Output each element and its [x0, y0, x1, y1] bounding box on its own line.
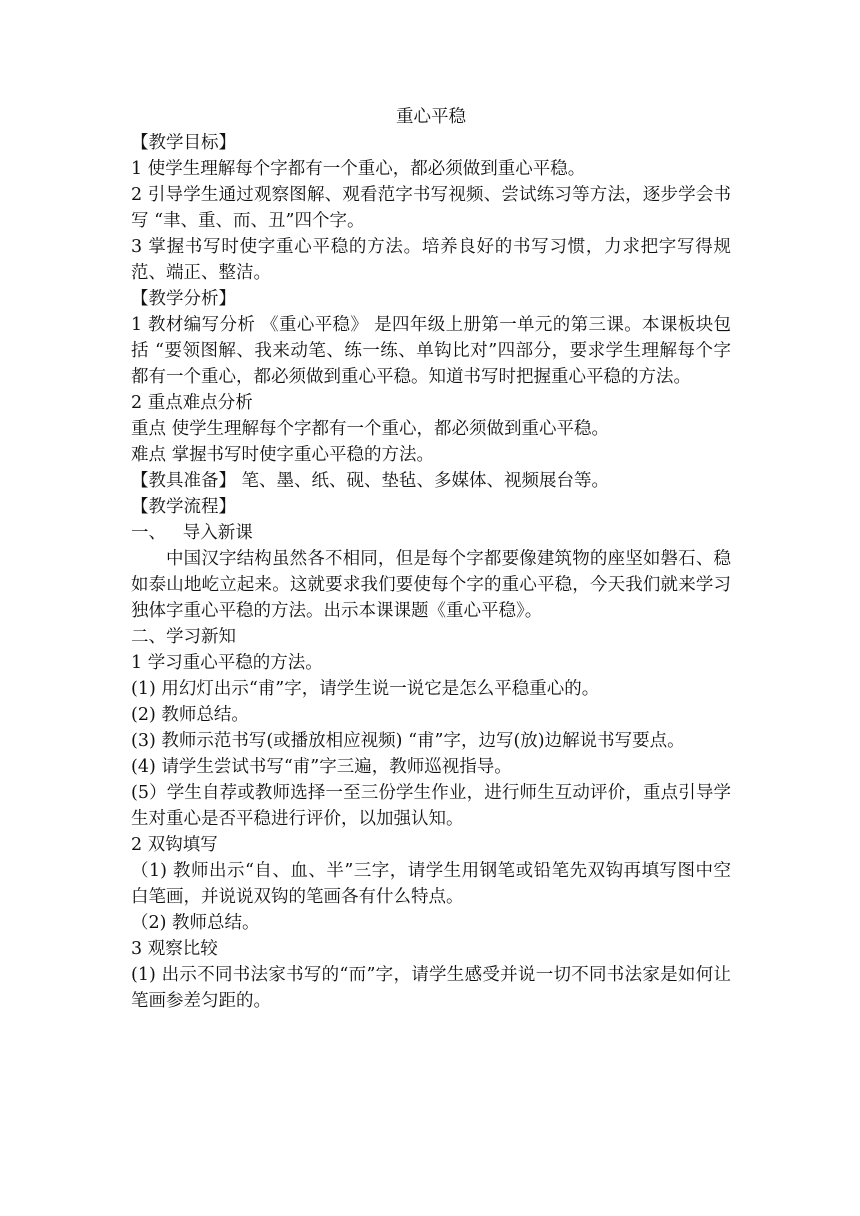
step-item: （1) 教师出示“自、血、半”三字，请学生用钢笔或铅笔先双钩再填写图中空白笔画，并说说双钩的笔画各有什么特点。: [131, 861, 731, 907]
step-heading: 一、 导入新课: [131, 523, 253, 543]
step-item: (2) 教师总结。: [131, 705, 249, 725]
analysis-item: 难点 掌握书写时使字重心平稳的方法。: [131, 445, 435, 465]
step-item: （2) 教师总结。: [131, 913, 260, 933]
step-item: 1 学习重心平稳的方法。: [131, 653, 323, 673]
tools-line: 【教具准备】 笔、墨、纸、砚、垫毡、多媒体、视频展台等。: [131, 471, 610, 491]
step-item: (1) 出示不同书法家书写的“而”字，请学生感受并说一切不同书法家是如何让笔画参差匀距的。: [131, 965, 731, 1011]
goal-item: 3 掌握书写时使字重心平稳的方法。培养良好的书写习惯，力求把字写得规范、端正、整洁。: [131, 237, 731, 283]
document-title: 重心平稳: [396, 107, 466, 127]
step-item: (5）学生自荐或教师选择一至三份学生作业，进行师生互动评价，重点引导学生对重心是否平稳进行评价，以加强认知。: [131, 783, 731, 829]
analysis-item: 重点 使学生理解每个字都有一个重心，都必须做到重心平稳。: [131, 419, 610, 439]
section-heading-process: 【教学流程】: [131, 497, 236, 517]
document-body: [131, 104, 731, 1014]
section-heading-goals: 【教学目标】: [131, 133, 236, 153]
step-body: 中国汉字结构虽然各不相同，但是每个字都要像建筑物的座坚如磐石、稳如泰山地屹立起来。这就要求我们要使每个字的重心平稳，今天我们就来学习独体字重心平稳的方法。出示本课课题《重心平稳》。: [131, 549, 731, 621]
step-item: (1) 用幻灯出示“甫”字，请学生说一说它是怎么平稳重心的。: [131, 679, 600, 699]
section-heading-analysis: 【教学分析】: [131, 289, 236, 309]
analysis-item: 2 重点难点分析: [131, 393, 253, 413]
step-item: 3 观察比较: [131, 939, 218, 959]
analysis-item: 1 教材编写分析 《重心平稳》 是四年级上册第一单元的第三课。本课板块包括 “要领图解、我来动笔、练一练、单钩比对”四部分，要求学生理解每个字都有一个重心，都必须做到重心平稳。知道书写时把握重心平稳的方法。: [131, 315, 731, 387]
goal-item: 1 使学生理解每个字都有一个重心，都必须做到重心平稳。: [131, 159, 586, 179]
step-item: (3) 教师示范书写(或播放相应视频) “甫”字，边写(放)边解说书写要点。: [131, 731, 685, 751]
step-item: (4) 请学生尝试书写“甫”字三遍，教师巡视指导。: [131, 757, 512, 777]
step-heading: 二、学习新知: [131, 627, 236, 647]
goal-item: 2 引导学生通过观察图解、观看范字书写视频、尝试练习等方法，逐步学会书写 “聿、重、而、丑”四个字。: [131, 185, 731, 231]
step-item: 2 双钩填写: [131, 835, 218, 855]
